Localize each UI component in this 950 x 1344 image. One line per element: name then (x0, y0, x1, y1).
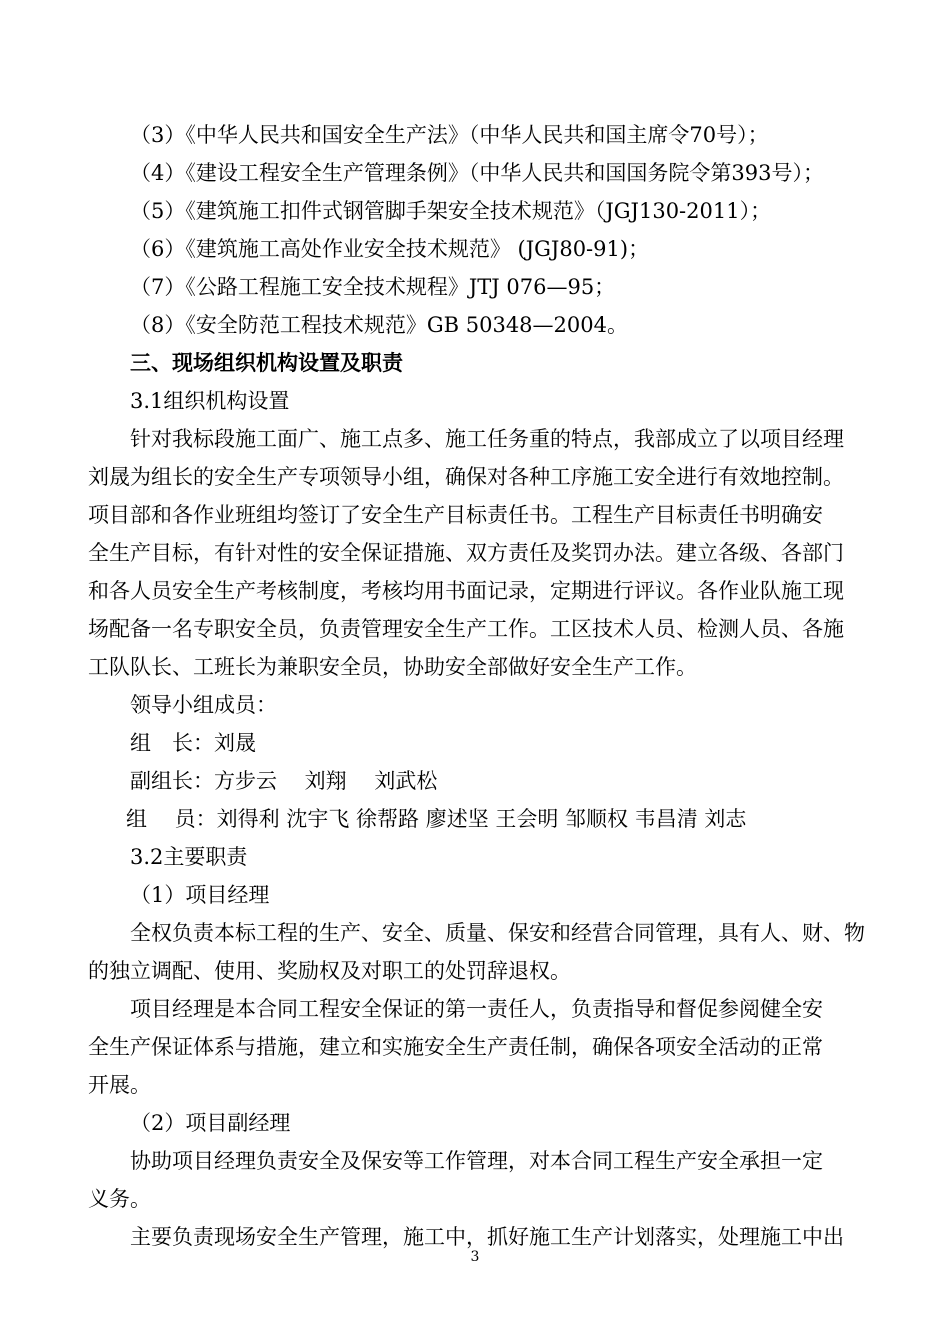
reference-item: （6）《建筑施工高处作业安全技术规范》 (JGJ80-91)； (130, 237, 650, 261)
paragraph-line: 全生产目标，有针对性的安全保证措施、双方责任及奖罚办法。建立各级、各部门 (88, 541, 844, 565)
paragraph-line: 主要负责现场安全生产管理，施工中，抓好施工生产计划落实，处理施工中出 (130, 1225, 844, 1249)
subsection-heading: 3.2主要职责 (130, 845, 248, 869)
role-title: （2）项目副经理 (130, 1111, 291, 1135)
reference-item: （5）《建筑施工扣件式钢管脚手架安全技术规范》（JGJ130-2011）； (130, 199, 772, 223)
members-line: 组 员：刘得利 沈宇飞 徐帮路 廖述坚 王会明 邹顺权 韦昌清 刘志 (126, 807, 747, 831)
subsection-heading: 3.1组织机构设置 (130, 389, 290, 413)
paragraph-line: 义务。 (88, 1187, 151, 1211)
paragraph-line: 项目部和各作业班组均签订了安全生产目标责任书。工程生产目标责任书明确安 (88, 503, 823, 527)
paragraph-line: 协助项目经理负责安全及保安等工作管理，对本合同工程生产安全承担一定 (130, 1149, 823, 1173)
reference-item: （8）《安全防范工程技术规范》GB 50348—2004。 (130, 313, 628, 337)
paragraph-line: 全生产保证体系与措施，建立和实施安全生产责任制，确保各项安全活动的正常 (88, 1035, 823, 1059)
paragraph-line: 刘晟为组长的安全生产专项领导小组，确保对各种工序施工安全进行有效地控制。 (88, 465, 844, 489)
paragraph-line: 全权负责本标工程的生产、安全、质量、保安和经营合同管理，具有人、财、物 (130, 921, 865, 945)
paragraph-line: 工队队长、工班长为兼职安全员，协助安全部做好安全生产工作。 (88, 655, 697, 679)
leader-line: 组 长：刘晟 (130, 731, 256, 755)
deputy-line: 副组长：方步云 刘翔 刘武松 (130, 769, 438, 793)
section-heading: 三、现场组织机构设置及职责 (130, 351, 403, 375)
paragraph-line: 和各人员安全生产考核制度，考核均用书面记录，定期进行评议。各作业队施工现 (88, 579, 844, 603)
members-label: 领导小组成员： (130, 693, 277, 717)
role-title: （1）项目经理 (130, 883, 270, 907)
paragraph-line: 的独立调配、使用、奖励权及对职工的处罚辞退权。 (88, 959, 571, 983)
reference-item: （7）《公路工程施工安全技术规程》JTJ 076—95； (130, 275, 616, 299)
paragraph-line: 场配备一名专职安全员，负责管理安全生产工作。工区技术人员、检测人员、各施 (88, 617, 844, 641)
paragraph-line: 针对我标段施工面广、施工点多、施工任务重的特点，我部成立了以项目经理 (130, 427, 844, 451)
reference-item: （4）《建设工程安全生产管理条例》（中华人民共和国国务院令第393号）； (130, 161, 824, 185)
paragraph-line: 项目经理是本合同工程安全保证的第一责任人，负责指导和督促参阅健全安 (130, 997, 823, 1021)
reference-item: （3）《中华人民共和国安全生产法》（中华人民共和国主席令70号）； (130, 123, 769, 147)
page-number: 3 (470, 1249, 480, 1265)
paragraph-line: 开展。 (88, 1073, 151, 1097)
